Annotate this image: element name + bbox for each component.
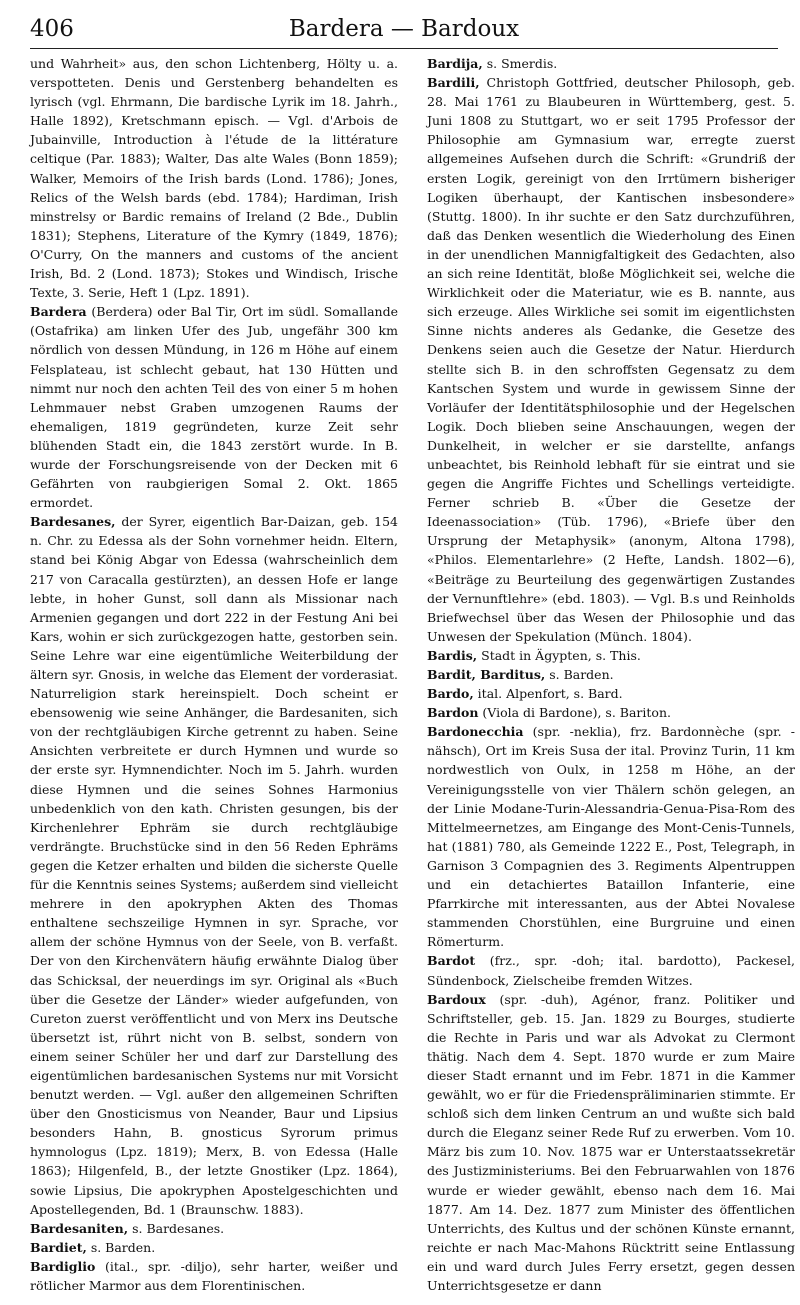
dictionary-entry (427, 665, 795, 684)
dictionary-entry (427, 646, 795, 665)
entry-text: (ital., spr. -diljo), sehr harter, weißer und rötlicher Marmor aus dem Florentinischen. (30, 1258, 398, 1293)
entry-text: s. Barden. (549, 667, 614, 682)
entry-headword: Bardonecchia (427, 724, 524, 740)
entry-headword: Bardera (30, 304, 87, 320)
dictionary-entry (30, 1238, 398, 1257)
entry-text: (spr. -neklia), frz. Bardonnèche (spr. -nähsch), Ort im Kreis Susa der ital. Provinz Turin, 11 km nordwestlich von Oulx, in 1258 m Höhe, an der Vereinigungsstelle von vier Thälern schön gelegen, an der Linie Modane-Turin-Alessandria-Genua-Pisa-Rom des Mittelmeernetzes, am Eingange des Mont-Cenis-Tunnels, hat (1881) 780, als Gemeinde 1222 E., Post, Telegraph, in Garnison 3 Compagnien des 3. Regiments Alpentruppen und ein detachiertes Bataillon Infanterie, eine Pfarrkirche mit interessanten, aus der Abtei Novalese stammenden Chorstühlen, eine Burgruine und einen Römerturm. (427, 724, 795, 950)
entry-text: Stadt in Ägypten, s. This. (481, 647, 641, 663)
entry-headword: Bardija, (427, 56, 483, 71)
dictionary-entry (427, 684, 795, 703)
dictionary-entry (427, 722, 795, 951)
dictionary-entry (427, 990, 795, 1296)
entry-headword: Bardot (427, 953, 476, 969)
entry-text: und Wahrheit» aus, den schon Lichtenberg, Hölty u. a. verspotteten. Denis und Gerstenberg behandelten es lyrisch (vgl. Ehrmann, Die bardische Lyrik im 18. Jahrh., Halle 1892), Kretschmann episch. — Vgl. d'Arbois de Jubainville, Introduction à l'étude de la littérature celtique (Par. 1883); Walter, Das alte Wales (Bonn 1859); Walker, Memoirs of the Irish bards (Lond. 1786); Jones, Relics of the Welsh bards (ebd. 1784); Hardiman, Irish minstrelsy or Bardic remains of Ireland (2 Bde., Dublin 1831); Stephens, Literature of the Kymry (1849, 1876); O'Curry, On the manners and customs of the ancient Irish, Bd. 2 (Lond. 1873); Stokes und Windisch, Irische Texte, 3. Serie, Heft 1 (Lpz. 1891). (30, 56, 398, 301)
dictionary-entry (427, 951, 795, 989)
dictionary-entry (427, 703, 795, 722)
entry-headword: Bardis, (427, 647, 478, 663)
page-number: 406 (30, 16, 74, 42)
entry-headword: Bardiet, (30, 1239, 87, 1255)
dictionary-entry (30, 302, 398, 512)
dictionary-entry (427, 54, 795, 73)
entry-headword: Bardesanes, (30, 514, 116, 530)
entry-text: Christoph Gottfried, deutscher Philosoph, geb. 28. Mai 1761 zu Blaubeuren in Württemberg, gest. 5. Juni 1808 zu Stuttgart, wo er seit 1795 Professor der Philosophie am Gymnasium war, erregte zuerst allgemeines Aufsehen durch die Schrift: «Grundriß der ersten Logik, gereinigt von den Irrtümern bisheriger Logiken überhaupt, der Kantischen insbesondere» (Stuttg. 1800). In ihr suchte er den Satz durchzuführen, daß das Denken wesentlich die Wiederholung des Einen in der unendlichen Mannigfaltigkeit des Gedachten, also an sich reine Identität, bloße Möglichkeit sei, welche die Wirklichkeit oder die Materiatur, wie es B. nannte, aus sich erzeuge. Alles Wirkliche sei somit im eigentlichsten Sinne nichts anderes als Gedanke, die Gesetze des Denkens seien auch die Gesetze der Natur. Hierdurch stellte sich B. in den schroffsten Gegensatz zu dem Kantschen System und wurde in gewissem Sinne der Vorläufer der Identitätsphilosophie und der Hegelschen Logik. Doch blieben seine Anschauungen, wegen der Dunkelheit, in welcher er sie darstellte, anfangs unbeachtet, bis Reinhold lebhaft für sie eintrat und sie gegen die Angriffe Fichtes und Schellings verteidigte. Ferner schrieb B. «Über die Gesetze der Ideenassociation» (Tüb. 1796), «Briefe über den Ursprung der Metaphysik» (anonym, Altona 1798), «Philos. Elementarlehre» (2 Hefte, Landsh. 1802—6), «Beiträge zu Beurteilung des gegenwärtigen Zustandes der Vernunftlehre» (ebd. 1803). — Vgl. B.s und Reinholds Briefwechsel über das Wesen der Philosophie und das Unwesen der Spekulation (Münch. 1804). (427, 75, 795, 644)
entry-text: s. Smerdis. (486, 56, 558, 71)
dictionary-entry (30, 54, 398, 302)
entry-headword: Bardesaniten, (30, 1220, 129, 1236)
running-head: Bardera — Bardoux (288, 16, 520, 42)
entry-headword: Bardo, (427, 686, 474, 702)
entry-headword: Bardon (427, 705, 479, 721)
entry-headword: Bardoux (427, 991, 486, 1007)
entry-text: der Syrer, eigentlich Bar-Daizan, geb. 154 n. Chr. zu Edessa als der Sohn vornehmer heidn. Eltern, stand bei König Abgar von Edessa (wahrscheinlich dem 217 von Caracalla gestürzten), an dessen Hofe er lange lebte, in hoher Gunst, soll dann als Missionar nach Armenien gegangen und dort 222 in der Festung Ani bei Kars, wohin er sich zurückgezogen hatte, gestorben sein. Seine Lehre war eine eigentümliche Weiterbildung der ältern syr. Gnosis, in welche das Element der vorderasiat. Naturreligion stark hereinspielt. Doch scheint er ebensowenig wie seine Anhänger, die Bardesaniten, sich von der rechtgläubigen Kirche getrennt zu haben. Seine Ansichten verbreitete er durch Hymnen und wurde so der erste syr. Hymnendichter. Noch im 5. Jahrh. wurden diese Hymnen und die seines Sohnes Harmonius unbedenklich von den kath. Christen gesungen, bis der Kirchenlehrer Ephräm sie durch rechtgläubige verdrängte. Bruchstücke sind in den 56 Reden Ephräms gegen die Ketzer erhalten und bilden die sicherste Quelle für die Kenntnis seines Systems; außerdem sind vielleicht mehrere in den apokryphen Akten des Thomas enthaltene sechszeilige Hymnen in syr. Sprache, vor allem der schöne Hymnus von der Seele, von B. verfaßt. Der von den Kirchenvätern häufig erwähnte Dialog über das Schicksal, der neuerdings im syr. Original als «Buch über die Gesetze der Länder» wieder aufgefunden, von Cureton zuerst veröffentlicht und von Merx ins Deutsche übersetzt ist, rührt nicht von B. selbst, sondern von einem seiner Schüler her und darf zur Darstellung des eigentümlichen bardesanischen Systems nur mit Vorsicht benutzt werden. — Vgl. außer den allgemeinen Schriften über den Gnosticismus von Neander, Baur und Lipsius besonders Hahn, B. gnosticus Syrorum primus hymnologus (Lpz. 1819); Merx, B. von Edessa (Halle 1863); Hilgenfeld, B., der letzte Gnostiker (Lpz. 1864), sowie Lipsius, Die apokryphen Apostelgeschichten und Apostellegenden, Bd. 1 (Braunschw. 1883). (30, 514, 398, 1217)
entry-text: (Viola di Bardone), s. Bariton. (482, 705, 671, 721)
page-header (30, 14, 778, 49)
entry-text: ital. Alpenfort, s. Bard. (477, 686, 623, 702)
entry-text: (frz., spr. -doh; ital. bardotto), Packesel, Sündenbock, Zielscheibe fremden Witzes. (427, 953, 795, 988)
dictionary-entry (30, 1219, 398, 1238)
dictionary-entry (30, 1257, 398, 1295)
entry-text: s. Barden. (90, 1239, 156, 1255)
dictionary-entry (30, 512, 398, 1218)
entry-headword: Bardit, Barditus, (427, 667, 546, 682)
dictionary-entry (427, 73, 795, 646)
entry-headword: Bardili, (427, 75, 480, 91)
right-column (427, 54, 795, 1295)
left-column (30, 54, 398, 1295)
entry-text: s. Bardesanes. (132, 1220, 225, 1236)
entry-text: (spr. -duh), Agénor, franz. Politiker und Schriftsteller, geb. 15. Jan. 1829 zu Bourges, studierte die Rechte in Paris und war als Advokat zu Clermont thätig. Nach dem 4. Sept. 1870 wurde er zum Maire dieser Stadt ernannt und im Febr. 1871 in die Kammer gewählt, wo er für die Friedenspräliminarien stimmte. Er schloß sich dem linken Centrum an und wußte sich bald durch die Eleganz seiner Rede Ruf zu erwerben. Vom 10. März bis zum 10. Nov. 1875 war er Unterstaatssekretär des Justizministeriums. Bei den Februarwahlen von 1876 wurde er wieder gewählt, ebenso nach dem 16. Mai 1877. Am 14. Dez. 1877 zum Minister des öffentlichen Unterrichts, des Kultus und der schönen Künste ernannt, reichte er nach Mac-Mahons Rücktritt seine Entlassung ein und ward durch Jules Ferry ersetzt, gegen dessen Unterrichtsgesetze er dann (427, 991, 795, 1293)
entry-headword: Bardiglio (30, 1258, 96, 1274)
entry-text: (Berdera) oder Bal Tir, Ort im südl. Somallande (Ostafrika) am linken Ufer des Jub, ungefähr 300 km nördlich von dessen Mündung, in 126 m Höhe auf einem Felsplateau, ist schlecht gebaut, hat 130 Hütten und nimmt nur noch den achten Teil des von einer 5 m hohen Lehmmauer nebst Graben umzogenen Raums der ehemaligen, 1819 gegründeten, kurze Zeit sehr blühenden Stadt ein, die 1843 zerstört wurde. In B. wurde der Forschungsreisende von der Decken mit 6 Gefährten von raubgierigen Somal 2. Okt. 1865 ermordet. (30, 304, 398, 511)
